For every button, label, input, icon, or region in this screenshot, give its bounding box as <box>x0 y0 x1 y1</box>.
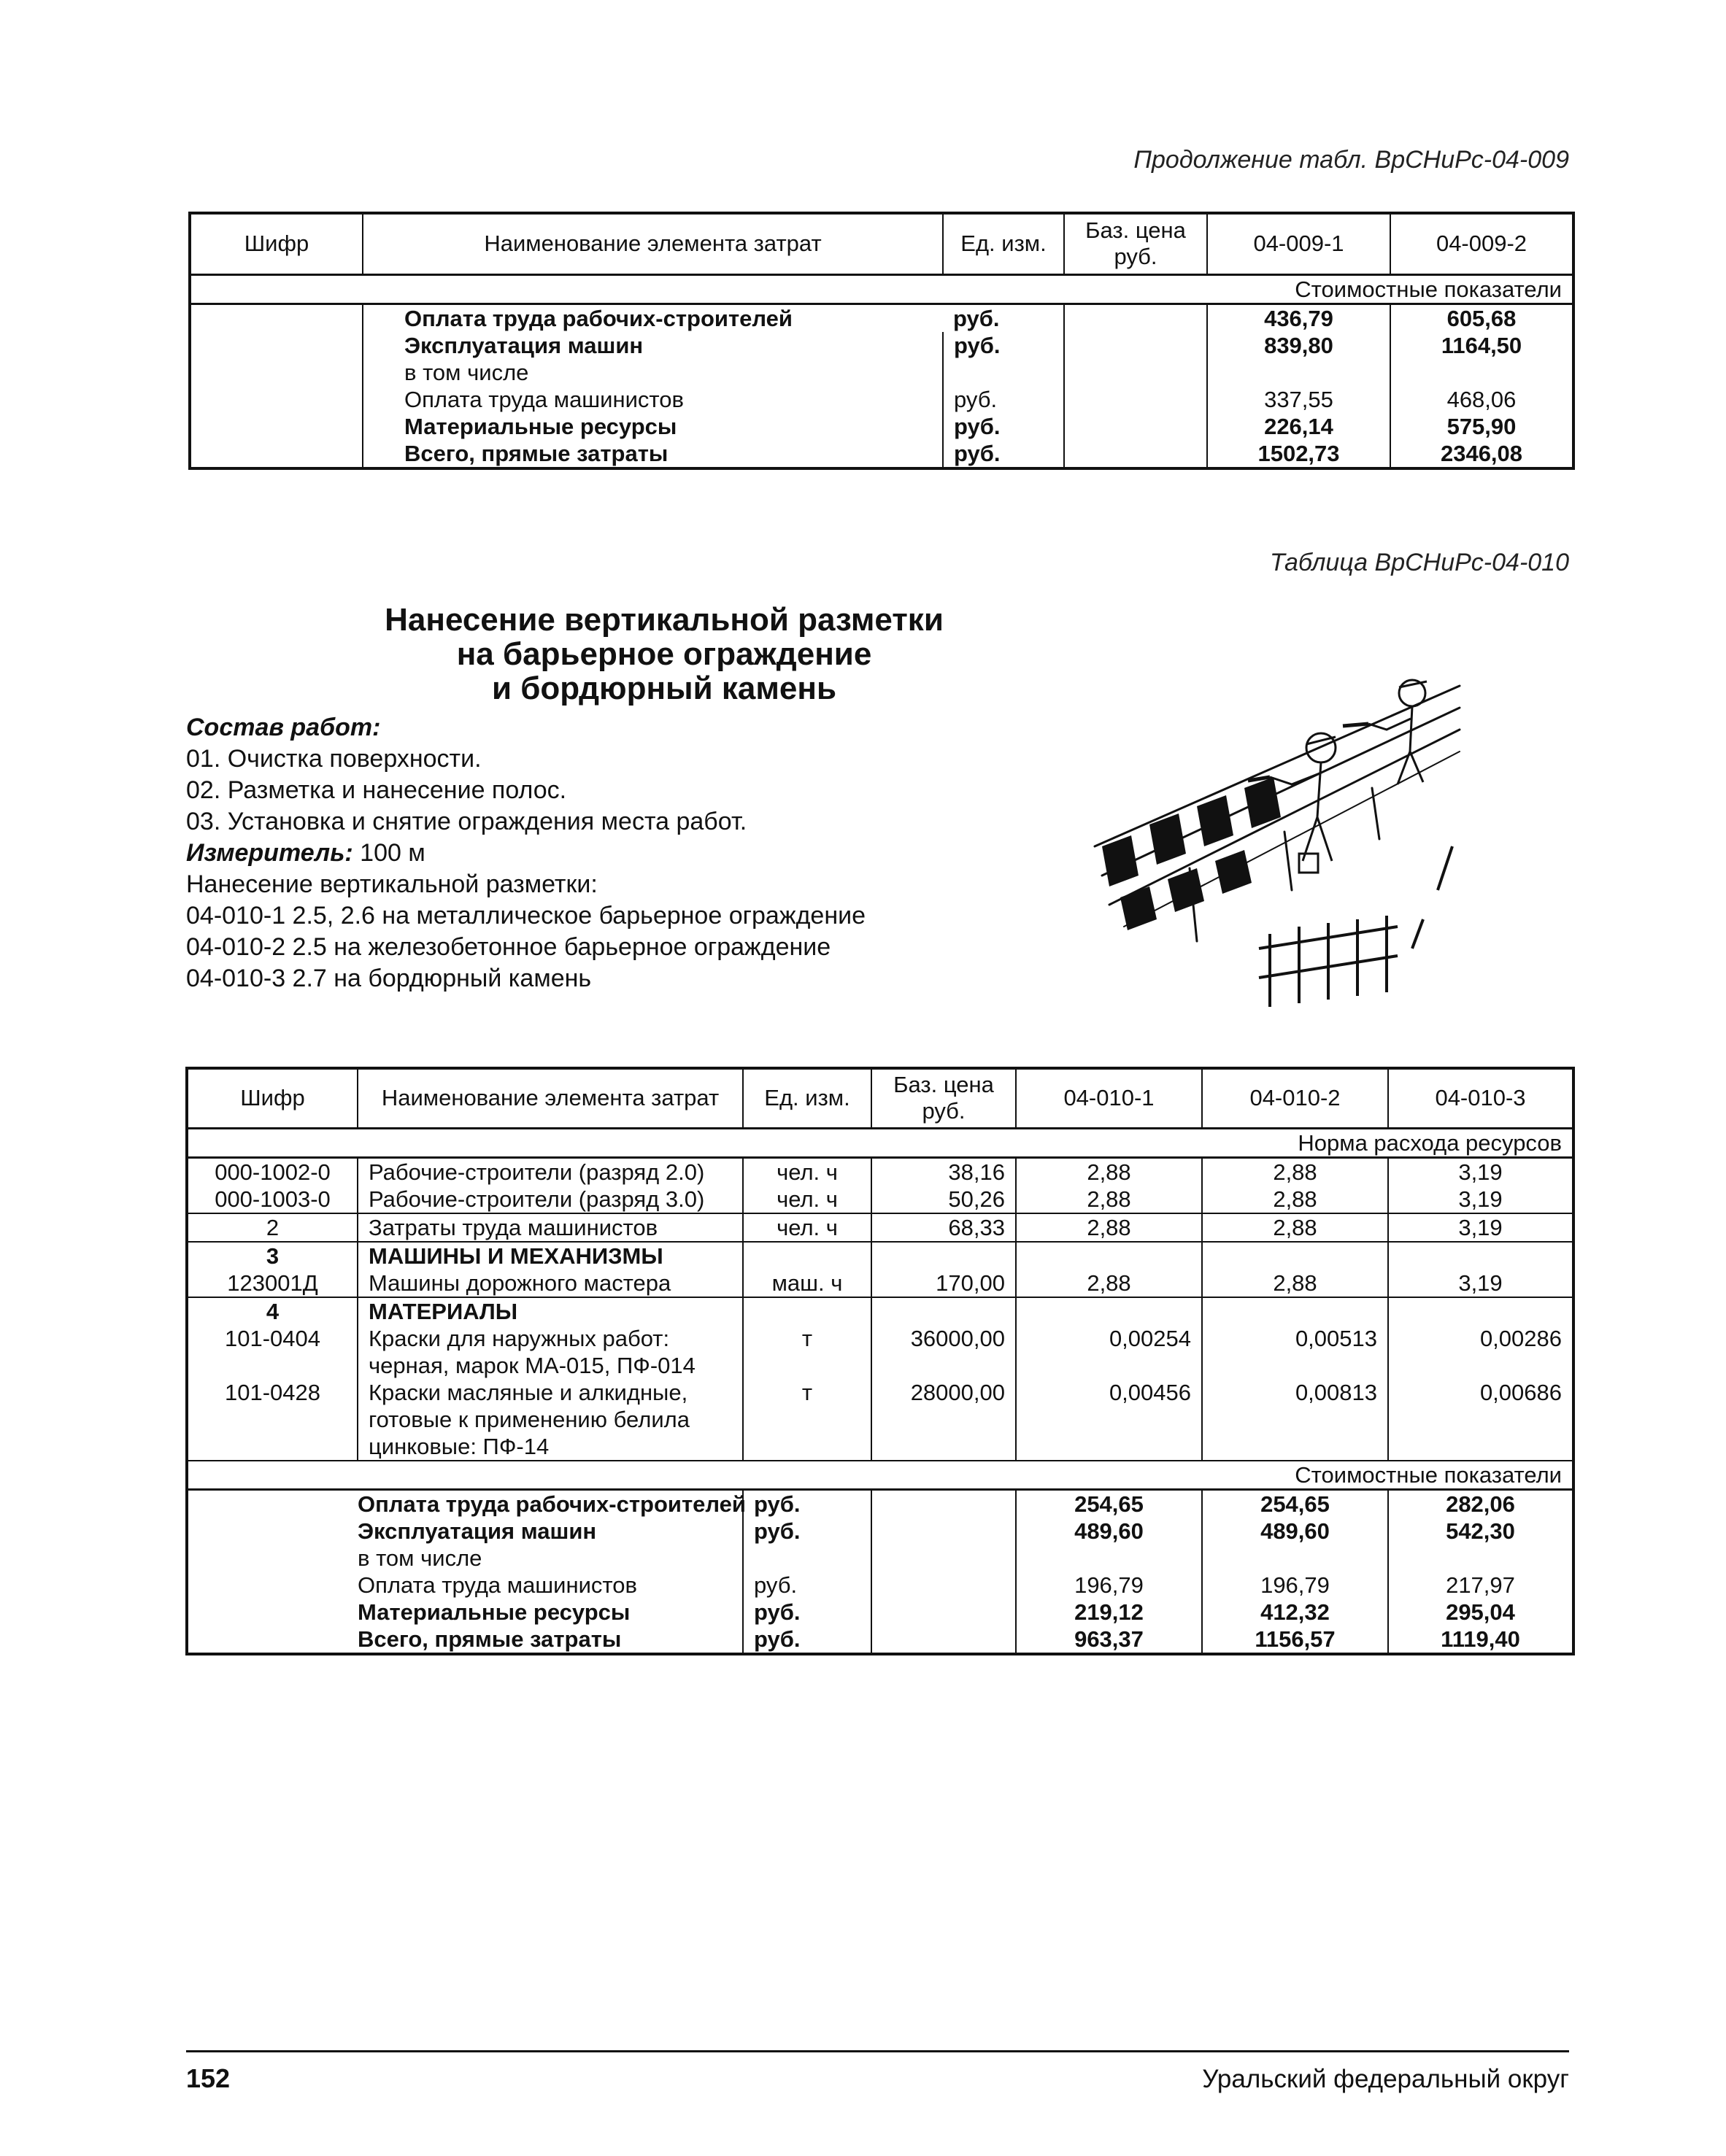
row-name: Материальные ресурсы <box>358 1599 743 1626</box>
row-name: Машины дорожного мастера <box>358 1270 743 1297</box>
row-code: 000-1002-0 <box>187 1157 358 1186</box>
table-row <box>187 1213 1573 1242</box>
row-name: Всего, прямые затраты <box>358 1626 743 1654</box>
section-row <box>190 274 1573 304</box>
table-row <box>187 1186 1573 1213</box>
table-header-row <box>187 1068 1573 1128</box>
row-name: Оплата труда машинистов <box>363 386 943 413</box>
variant-item: 04-010-2 2.5 на железобетонное барьерное ограждение <box>186 933 831 961</box>
row-value: 963,37 <box>1016 1626 1202 1654</box>
row-unit: руб. <box>943 304 1064 332</box>
header-unit: Ед. изм. <box>943 213 1064 274</box>
composition-subheading: Нанесение вертикальной разметки: <box>186 870 598 898</box>
row-value: 575,90 <box>1390 413 1573 440</box>
row-price: 28000,00 <box>871 1379 1016 1461</box>
table-row <box>190 304 1573 332</box>
row-code: 2 <box>187 1213 358 1242</box>
row-price: 170,00 <box>871 1270 1016 1297</box>
row-name: Оплата труда рабочих-строителей <box>363 304 943 332</box>
row-value: 1502,73 <box>1207 440 1390 468</box>
footer-divider <box>186 2050 1569 2052</box>
row-unit: чел. ч <box>743 1157 871 1186</box>
meter-value: 100 м <box>352 839 425 867</box>
row-value: 489,60 <box>1202 1518 1388 1545</box>
table-row <box>187 1545 1573 1572</box>
table-row <box>187 1297 1573 1325</box>
section-row <box>187 1128 1573 1157</box>
table-header-row <box>190 213 1573 274</box>
table-row <box>187 1489 1573 1518</box>
row-value: 219,12 <box>1016 1599 1202 1626</box>
row-value: 2,88 <box>1016 1213 1202 1242</box>
row-code: 000-1003-0 <box>187 1186 358 1213</box>
row-value: 436,79 <box>1207 304 1390 332</box>
row-value: 3,19 <box>1388 1186 1573 1213</box>
section-label: Стоимостные показатели <box>187 1461 1573 1490</box>
row-name: Оплата труда машинистов <box>358 1572 743 1599</box>
section-label: Стоимостные показатели <box>190 274 1573 304</box>
row-value: 0,00686 <box>1388 1379 1573 1461</box>
title-line: и бордюрный камень <box>491 671 837 706</box>
row-value: 2,88 <box>1202 1270 1388 1297</box>
row-value: 0,00456 <box>1016 1379 1202 1461</box>
footer-region: Уральский федеральный округ <box>1202 2065 1569 2093</box>
table-row <box>190 386 1573 413</box>
header-price: Баз. цена руб. <box>871 1068 1016 1128</box>
row-value: 3,19 <box>1388 1270 1573 1297</box>
row-value: 3,19 <box>1388 1157 1573 1186</box>
row-value: 2346,08 <box>1390 440 1573 468</box>
table-row <box>187 1242 1573 1270</box>
row-name: Краски масляные и алкидные, готовые к применению белила цинковые: ПФ-14 <box>358 1379 743 1461</box>
row-value: 0,00813 <box>1202 1379 1388 1461</box>
row-name: МАШИНЫ И МЕХАНИЗМЫ <box>358 1242 743 1270</box>
section-title <box>182 603 1146 706</box>
title-line: Нанесение вертикальной разметки <box>385 602 944 638</box>
row-value: 489,60 <box>1016 1518 1202 1545</box>
row-code: 101-0404 <box>187 1325 358 1379</box>
row-value: 282,06 <box>1388 1489 1573 1518</box>
row-code: 123001Д <box>187 1270 358 1297</box>
header-name: Наименование элемента затрат <box>358 1068 743 1128</box>
table-row <box>187 1572 1573 1599</box>
row-name: в том числе <box>358 1545 743 1572</box>
row-unit: руб. <box>743 1489 871 1518</box>
table-row <box>187 1518 1573 1545</box>
section-label: Норма расхода ресурсов <box>187 1128 1573 1157</box>
row-unit: т <box>743 1379 871 1461</box>
row-value: 542,30 <box>1388 1518 1573 1545</box>
row-code: 3 <box>187 1242 358 1270</box>
row-value: 0,00286 <box>1388 1325 1573 1379</box>
row-code: 4 <box>187 1297 358 1325</box>
header-col3: 04-010-3 <box>1388 1068 1573 1128</box>
table-row <box>190 332 1573 359</box>
row-value: 295,04 <box>1388 1599 1573 1626</box>
row-code: 101-0428 <box>187 1379 358 1461</box>
header-col2: 04-010-2 <box>1202 1068 1388 1128</box>
header-code: Шифр <box>187 1068 358 1128</box>
row-name: Эксплуатация машин <box>358 1518 743 1545</box>
row-unit: руб. <box>743 1626 871 1654</box>
page-number: 152 <box>186 2063 231 2093</box>
row-value: 412,32 <box>1202 1599 1388 1626</box>
workers-painting-barrier-illustration <box>1080 627 1489 1007</box>
header-col1: 04-010-1 <box>1016 1068 1202 1128</box>
row-value: 0,00513 <box>1202 1325 1388 1379</box>
table-row <box>190 413 1573 440</box>
row-price: 36000,00 <box>871 1325 1016 1379</box>
row-unit: руб. <box>943 413 1064 440</box>
variant-item: 04-010-1 2.5, 2.6 на металлическое барьерное ограждение <box>186 902 866 930</box>
row-value: 2,88 <box>1016 1270 1202 1297</box>
row-value: 605,68 <box>1390 304 1573 332</box>
row-value: 217,97 <box>1388 1572 1573 1599</box>
composition-item: 03. Установка и снятие ограждения места работ. <box>186 808 747 835</box>
row-name: Оплата труда рабочих-строителей <box>358 1489 743 1518</box>
header-unit: Ед. изм. <box>743 1068 871 1128</box>
row-price: 68,33 <box>871 1213 1016 1242</box>
row-unit: руб. <box>943 332 1064 359</box>
row-value: 196,79 <box>1016 1572 1202 1599</box>
cost-table-04-009 <box>188 212 1575 470</box>
row-unit: чел. ч <box>743 1186 871 1213</box>
table-row <box>187 1157 1573 1186</box>
row-name: МАТЕРИАЛЫ <box>358 1297 743 1325</box>
table-row <box>190 359 1573 386</box>
row-price: 38,16 <box>871 1157 1016 1186</box>
row-unit: руб. <box>943 386 1064 413</box>
row-value: 1156,57 <box>1202 1626 1388 1654</box>
table-caption: Таблица ВрСНиРс-04-010 <box>1269 549 1569 576</box>
meter-line <box>186 838 866 869</box>
title-line: на барьерное ограждение <box>456 636 872 672</box>
table-continuation-caption: Продолжение табл. ВрСНиРс-04-009 <box>1133 146 1569 174</box>
row-value: 254,65 <box>1016 1489 1202 1518</box>
row-name: Рабочие-строители (разряд 3.0) <box>358 1186 743 1213</box>
row-price: 50,26 <box>871 1186 1016 1213</box>
row-value: 196,79 <box>1202 1572 1388 1599</box>
table-row <box>190 440 1573 468</box>
table-row <box>187 1270 1573 1297</box>
table-row <box>187 1626 1573 1654</box>
resource-table-04-010 <box>185 1067 1575 1655</box>
row-value: 337,55 <box>1207 386 1390 413</box>
row-value: 839,80 <box>1207 332 1390 359</box>
row-name: Эксплуатация машин <box>363 332 943 359</box>
row-value: 1164,50 <box>1390 332 1573 359</box>
row-value: 3,19 <box>1388 1213 1573 1242</box>
row-unit: руб. <box>743 1518 871 1545</box>
table-row <box>187 1325 1573 1379</box>
row-value: 2,88 <box>1202 1213 1388 1242</box>
row-name: Всего, прямые затраты <box>363 440 943 468</box>
composition-item: 02. Разметка и нанесение полос. <box>186 776 567 804</box>
row-value: 254,65 <box>1202 1489 1388 1518</box>
row-value: 2,88 <box>1016 1157 1202 1186</box>
table-row <box>187 1599 1573 1626</box>
section-row <box>187 1461 1573 1490</box>
row-value: 468,06 <box>1390 386 1573 413</box>
row-value: 1119,40 <box>1388 1626 1573 1654</box>
variant-item: 04-010-3 2.7 на бордюрный камень <box>186 965 592 992</box>
row-name: Рабочие-строители (разряд 2.0) <box>358 1157 743 1186</box>
row-value: 2,88 <box>1016 1186 1202 1213</box>
row-unit: руб. <box>943 440 1064 468</box>
row-name: в том числе <box>363 359 943 386</box>
row-unit: чел. ч <box>743 1213 871 1242</box>
work-composition <box>186 712 866 994</box>
header-price: Баз. цена руб. <box>1064 213 1207 274</box>
row-value: 2,88 <box>1202 1157 1388 1186</box>
row-name: Краски для наружных работ: черная, марок МА-015, ПФ-014 <box>358 1325 743 1379</box>
row-value: 226,14 <box>1207 413 1390 440</box>
table-row <box>187 1379 1573 1461</box>
row-value: 0,00254 <box>1016 1325 1202 1379</box>
row-value: 2,88 <box>1202 1186 1388 1213</box>
row-name: Материальные ресурсы <box>363 413 943 440</box>
header-name: Наименование элемента затрат <box>363 213 943 274</box>
row-unit: маш. ч <box>743 1270 871 1297</box>
header-code: Шифр <box>190 213 363 274</box>
row-unit: т <box>743 1325 871 1379</box>
row-name: Затраты труда машинистов <box>358 1213 743 1242</box>
meter-label: Измеритель: <box>186 839 353 867</box>
composition-heading: Состав работ: <box>186 714 381 741</box>
composition-item: 01. Очистка поверхности. <box>186 745 482 773</box>
header-col2: 04-009-2 <box>1390 213 1573 274</box>
row-unit: руб. <box>743 1599 871 1626</box>
header-col1: 04-009-1 <box>1207 213 1390 274</box>
row-unit: руб. <box>743 1572 871 1599</box>
